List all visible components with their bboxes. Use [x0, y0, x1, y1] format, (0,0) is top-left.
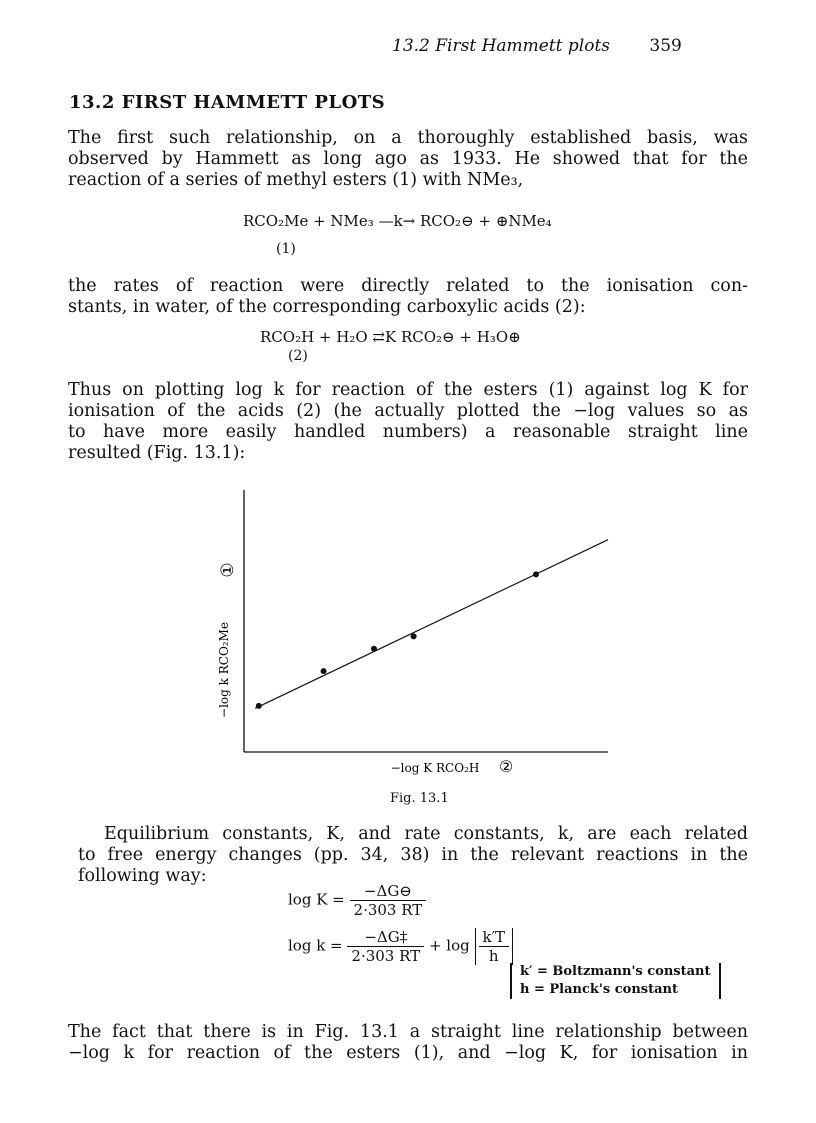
running-title: 13.2 First Hammett plots	[392, 36, 611, 56]
denominator: h	[488, 947, 499, 965]
paragraph-line: following way:	[78, 866, 207, 886]
formula-lhs: log k =	[288, 936, 343, 955]
paragraph-line: stants, in water, of the corresponding carboxylic acids (2):	[68, 297, 586, 317]
numerator: −ΔG⊖	[350, 882, 427, 901]
constants-note	[510, 963, 721, 999]
equation-2: RCO₂H + H₂O ⇄K RCO₂⊖ + H₃O⊕	[260, 328, 521, 346]
formula-tail: + log	[428, 936, 470, 955]
section-title: 13.2 FIRST HAMMETT PLOTS	[69, 92, 386, 113]
data-point	[411, 633, 417, 639]
paragraph-line: The first such relationship, on a thoroughly established basis, was	[68, 128, 748, 148]
y-axis-marker: ①	[218, 562, 238, 578]
equation-1: RCO₂Me + NMe₃ —k→ RCO₂⊖ + ⊕NMe₄	[243, 212, 552, 230]
regression-line	[255, 540, 608, 709]
paragraph-line: −log k for reaction of the esters (1), and −log K, for ionisation in	[68, 1043, 748, 1063]
x-axis-marker: ②	[498, 757, 514, 776]
paragraph-2	[68, 276, 748, 318]
data-point	[371, 646, 377, 652]
paragraph-line: to free energy changes (pp. 34, 38) in the relevant reactions in the	[78, 845, 748, 865]
paragraph-line: the rates of reaction were directly related to the ionisation con-	[68, 276, 748, 296]
fraction	[479, 928, 510, 965]
equation-2-label: (2)	[288, 348, 308, 364]
data-point	[321, 668, 327, 674]
denominator: 2·303 RT	[353, 901, 423, 919]
paragraph-line: Thus on plotting log k for reaction of the esters (1) against log K for	[68, 380, 748, 400]
boltzmann-definition: k′ = Boltzmann's constant	[520, 964, 711, 979]
bracket	[475, 928, 514, 965]
paragraph-line: to have more easily handled numbers) a reasonable straight line	[68, 422, 748, 442]
formula-rate	[288, 928, 513, 965]
paragraph-line: reaction of a series of methyl esters (1) with NMe₃,	[68, 170, 524, 190]
numerator: k′T	[479, 928, 510, 947]
paragraph-line: The fact that there is in Fig. 13.1 a straight line relationship between	[68, 1022, 748, 1042]
denominator: 2·303 RT	[351, 947, 421, 965]
equation-1-label: (1)	[276, 241, 296, 257]
fraction	[350, 882, 427, 919]
hammett-plot-figure	[190, 480, 630, 780]
paragraph-line: observed by Hammett as long ago as 1933. He showed that for the	[68, 149, 748, 169]
paragraph-3	[68, 380, 748, 464]
page-number: 359	[649, 36, 682, 56]
data-point	[533, 571, 539, 577]
data-point	[256, 703, 262, 709]
paragraph-5	[68, 1022, 748, 1064]
y-axis-label: −log k RCO₂Me	[217, 622, 231, 718]
formula-equilibrium	[288, 882, 426, 919]
fraction	[347, 928, 424, 965]
paragraph-1	[68, 128, 748, 191]
paragraph-line: resulted (Fig. 13.1):	[68, 443, 246, 463]
formula-lhs: log K =	[288, 890, 345, 909]
paragraph-4	[78, 824, 748, 887]
paragraph-line: Equilibrium constants, K, and rate constants, k, are each related	[104, 824, 748, 844]
paragraph-line: ionisation of the acids (2) (he actually plotted the −log values so as	[68, 401, 748, 421]
x-axis-label: −log K RCO₂H	[390, 761, 480, 775]
running-header	[392, 36, 682, 56]
figure-caption: Fig. 13.1	[390, 791, 449, 806]
numerator: −ΔG‡	[347, 928, 424, 947]
planck-definition: h = Planck's constant	[520, 982, 678, 997]
